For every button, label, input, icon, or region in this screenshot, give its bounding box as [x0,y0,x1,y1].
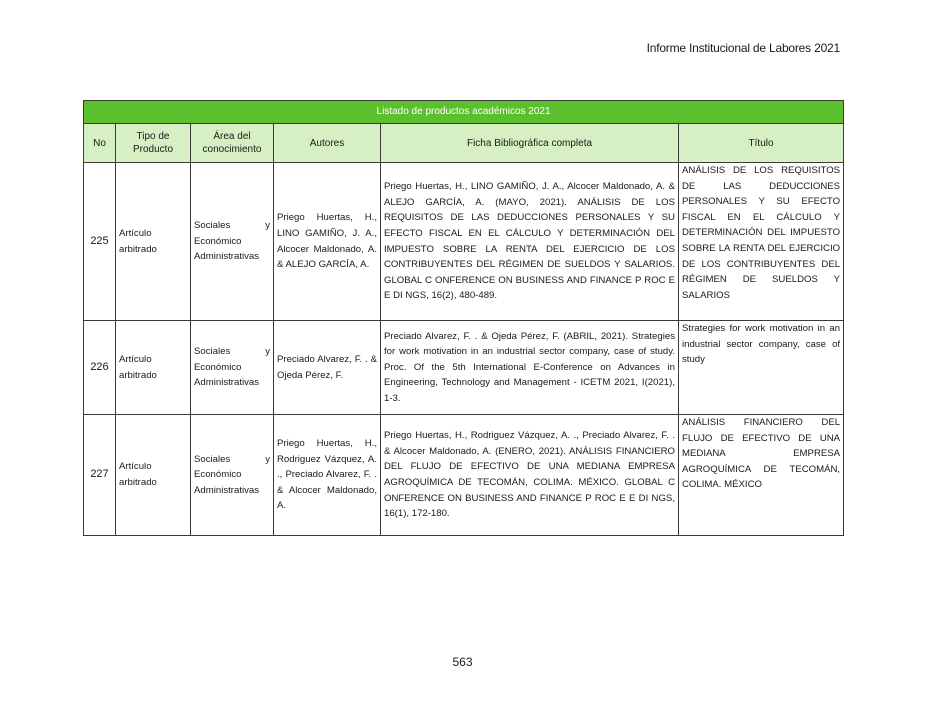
column-header-autores: Autores [274,124,381,163]
cell-tipo: Artículo arbitrado [116,163,191,321]
cell-ficha: Preciado Alvarez, F. . & Ojeda Pérez, F. (ABRIL, 2021). Strategies for work motivation in an industrial sector company, case of study. Proc. Of the 5th International E-Conference on Advances in Engineering, Technology and Management - ICETM 2021, I(2021), 1-3. [381,321,679,415]
table-row [84,321,844,415]
cell-no: 227 [84,415,116,536]
cell-area: Sociales y Económico Administrativas [191,321,274,415]
column-header-area: Área del conocimiento [191,124,274,163]
cell-ficha: Priego Huertas, H., Rodriguez Vázquez, A. ., Preciado Alvarez, F. . & Alcocer Maldonado, A. (ENERO, 2021). ANÁLISIS FINANCIERO DEL FLUJO DE EFECTIVO DE UNA MEDIANA EMPRESA AGROQUÍMICA DE TECOMÁN, COLIMA. MÉXICO. GLOBAL C ONFERENCE ON BUSINESS AND FINANCE P ROC E E DI NGS, 16(1), 172-180. [381,415,679,536]
column-header-no: No [84,124,116,163]
cell-area: Sociales y Económico Administrativas [191,415,274,536]
table-header-row [84,124,844,163]
academic-products-table [83,100,844,536]
table-row [84,415,844,536]
cell-no: 225 [84,163,116,321]
table-row [84,163,844,321]
cell-ficha: Priego Huertas, H., LINO GAMIÑO, J. A., Alcocer Maldonado, A. & ALEJO GARCÍA, A. (MAYO, 2021). ANÁLISIS DE LOS REQUISITOS DE LAS DEDUCCIONES PERSONALES Y SU EFECTO FISCAL EN EL CÁLCULO Y DETERMINACIÓN DEL IMPUESTO SOBRE LA RENTA DEL EJERCICIO DE LOS CONTRIBUYENTES DEL RÉGIMEN DE SUELDOS Y SALARIOS. GLOBAL C ONFERENCE ON BUSINESS AND FINANCE P ROC E E DI NGS, 16(2), 480-489. [381,163,679,321]
column-header-ficha: Ficha Bibliográfica completa [381,124,679,163]
table-caption-row [84,101,844,124]
cell-area: Sociales y Económico Administrativas [191,163,274,321]
page-header-title: Informe Institucional de Labores 2021 [646,41,840,55]
cell-autores: Priego Huertas, H., Rodriguez Vázquez, A. ., Preciado Alvarez, F. . & Alcocer Maldonado, A. [274,415,381,536]
cell-autores: Priego Huertas, H., LINO GAMIÑO, J. A., Alcocer Maldonado, A. & ALEJO GARCÍA, A. [274,163,381,321]
cell-no: 226 [84,321,116,415]
cell-tipo: Artículo arbitrado [116,321,191,415]
page-number: 563 [452,655,473,669]
cell-titulo: ANÁLISIS FINANCIERO DEL FLUJO DE EFECTIVO DE UNA MEDIANA EMPRESA AGROQUÍMICA DE TECOMÁN, COLIMA. MÉXICO [679,415,844,536]
cell-tipo: Artículo arbitrado [116,415,191,536]
table-caption: Listado de productos académicos 2021 [84,101,844,124]
cell-titulo: Strategies for work motivation in an industrial sector company, case of study [679,321,844,415]
cell-titulo: ANÁLISIS DE LOS REQUISITOS DE LAS DEDUCCIONES PERSONALES Y SU EFECTO FISCAL EN EL CÁLCULO Y DETERMINACIÓN DEL IMPUESTO SOBRE LA RENTA DEL EJERCICIO DE LOS CONTRIBUYENTES DEL RÉGIMEN DE SUELDOS Y SALARIOS [679,163,844,321]
column-header-titulo: Título [679,124,844,163]
cell-autores: Preciado Alvarez, F. . & Ojeda Pérez, F. [274,321,381,415]
column-header-tipo: Tipo de Producto [116,124,191,163]
